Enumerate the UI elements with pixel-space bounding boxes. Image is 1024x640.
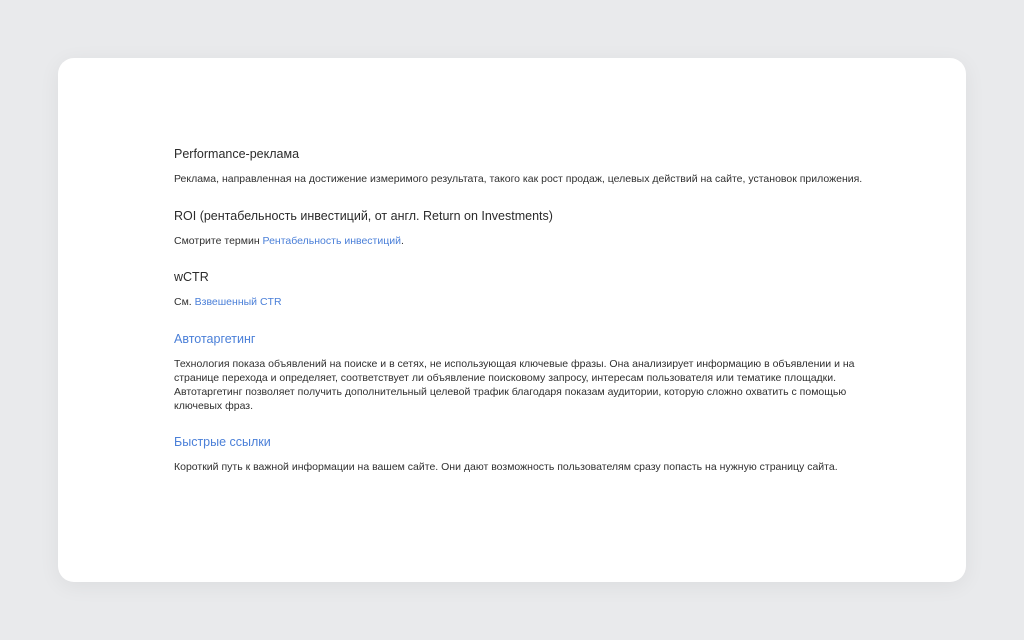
glossary-entry-wctr xyxy=(174,269,864,309)
description-suffix: . xyxy=(400,235,404,247)
term-title: Performance-реклама xyxy=(174,147,300,161)
term-description: Короткий путь к важной информации на вашем сайте. Они дают возможность пользователям сразу попасть на нужную страницу сайта. xyxy=(174,461,838,473)
term-title: ROI (рентабельность инвестиций, от англ. Return on Investments) xyxy=(174,209,553,223)
roi-term-link[interactable]: Рентабельность инвестиций xyxy=(262,235,401,247)
term-description: Технология показа объявлений на поиске и в сетях, не использующая ключевые фразы. Она анализирует информацию в объявлении и на странице перехода и определяет, соответствует ли объявление поисковому запросу, интересам пользователя или тематике площадки. Автотаргетинг позволяет получить дополнительный целевой трафик благодаря показам аудитории, которую сложно охватить с помощью ключевых фраз. xyxy=(174,358,855,412)
description-prefix: Смотрите термин xyxy=(174,235,263,247)
glossary-list xyxy=(174,146,864,474)
description-prefix: См. xyxy=(174,296,195,308)
glossary-entry-autotargeting xyxy=(174,331,864,413)
term-title: wCTR xyxy=(174,270,209,284)
autotargeting-title-link[interactable]: Автотаргетинг xyxy=(174,332,256,346)
glossary-card xyxy=(58,58,966,582)
term-description: Реклама, направленная на достижение измеримого результата, такого как рост продаж, целевых действий на сайте, установок приложения. xyxy=(174,173,863,185)
term-description xyxy=(174,295,864,309)
quick-links-title-link[interactable]: Быстрые ссылки xyxy=(174,435,271,449)
glossary-entry-quick-links xyxy=(174,434,864,474)
glossary-entry-performance xyxy=(174,146,864,186)
term-description xyxy=(174,234,864,248)
weighted-ctr-link[interactable]: Взвешенный CTR xyxy=(194,296,282,308)
glossary-entry-roi xyxy=(174,208,864,248)
